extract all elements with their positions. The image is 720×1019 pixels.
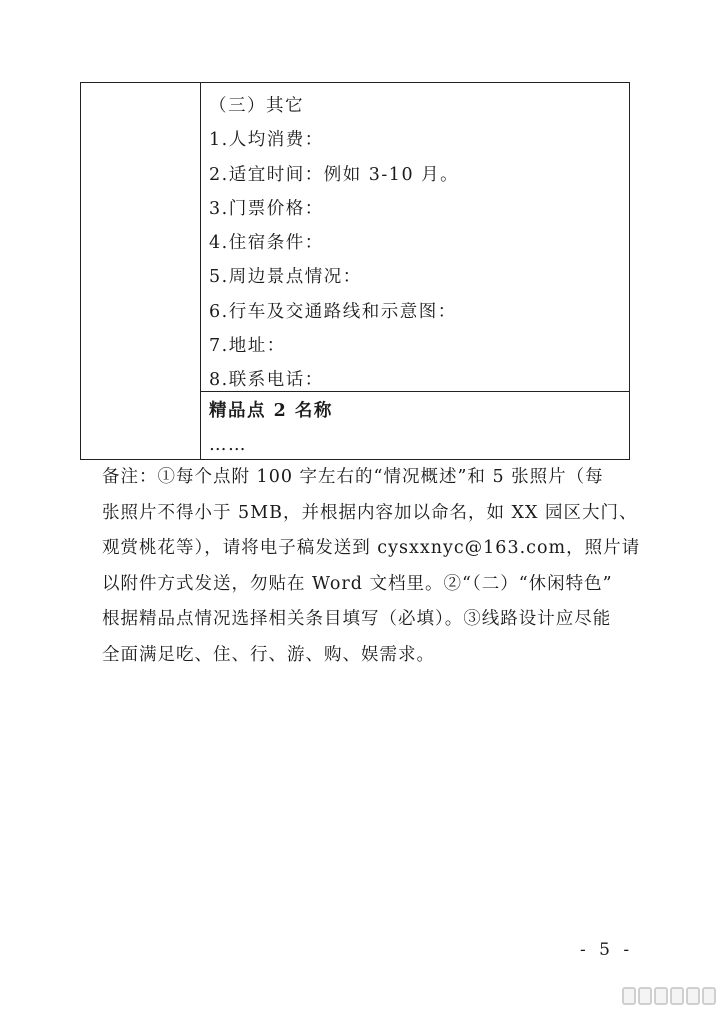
list-item: 6.行车及交通路线和示意图： — [209, 301, 457, 322]
list-item: 3.门票价格： — [209, 198, 324, 219]
list-item: 4.住宿条件： — [209, 233, 324, 254]
spot2-cell — [209, 394, 619, 463]
list-item: 7.地址： — [209, 336, 286, 357]
watermark-glyph-icon — [686, 987, 700, 1005]
page-number: - 5 - — [580, 940, 634, 960]
watermark — [576, 985, 720, 1007]
list-item: 1.人均消费： — [209, 130, 324, 151]
other-info-cell — [209, 89, 619, 398]
list-item: 2.适宜时间：例如 3-10 月。 — [209, 164, 460, 185]
spot2-title: 精品点 2 名称 — [209, 401, 333, 421]
watermark-glyph-icon — [622, 987, 636, 1005]
watermark-glyph-icon — [638, 987, 652, 1005]
watermark-glyph-icon — [670, 987, 684, 1005]
remark-line: 张照片不得小于 5MB，并根据内容加以命名，如 XX 园区大门、 — [102, 502, 638, 523]
list-item: 8.联系电话： — [209, 370, 324, 391]
remark-line: 根据精品点情况选择相关条目填写（必填）。③线路设计应尽能 — [102, 609, 612, 629]
watermark-glyph-icon — [654, 987, 668, 1005]
list-item: 5.周边景点情况： — [209, 267, 362, 288]
table-column-divider — [200, 83, 201, 459]
ellipsis: …… — [209, 435, 247, 456]
remarks-paragraph — [102, 460, 641, 673]
form-table — [80, 82, 630, 460]
remark-line: 观赏桃花等），请将电子稿发送到 cysxxnyc@163.com，照片请 — [102, 538, 641, 558]
watermark-glyph-icon — [702, 987, 716, 1005]
section-heading: （三）其它 — [209, 96, 304, 116]
remark-line: 备注：①每个点附 100 字左右的“情况概述”和 5 张照片（每 — [102, 467, 604, 487]
remark-line: 以附件方式发送，勿贴在 Word 文档里。②“（二）“休闲特色” — [102, 573, 613, 594]
remark-line: 全面满足吃、住、行、游、购、娱需求。 — [102, 644, 435, 665]
